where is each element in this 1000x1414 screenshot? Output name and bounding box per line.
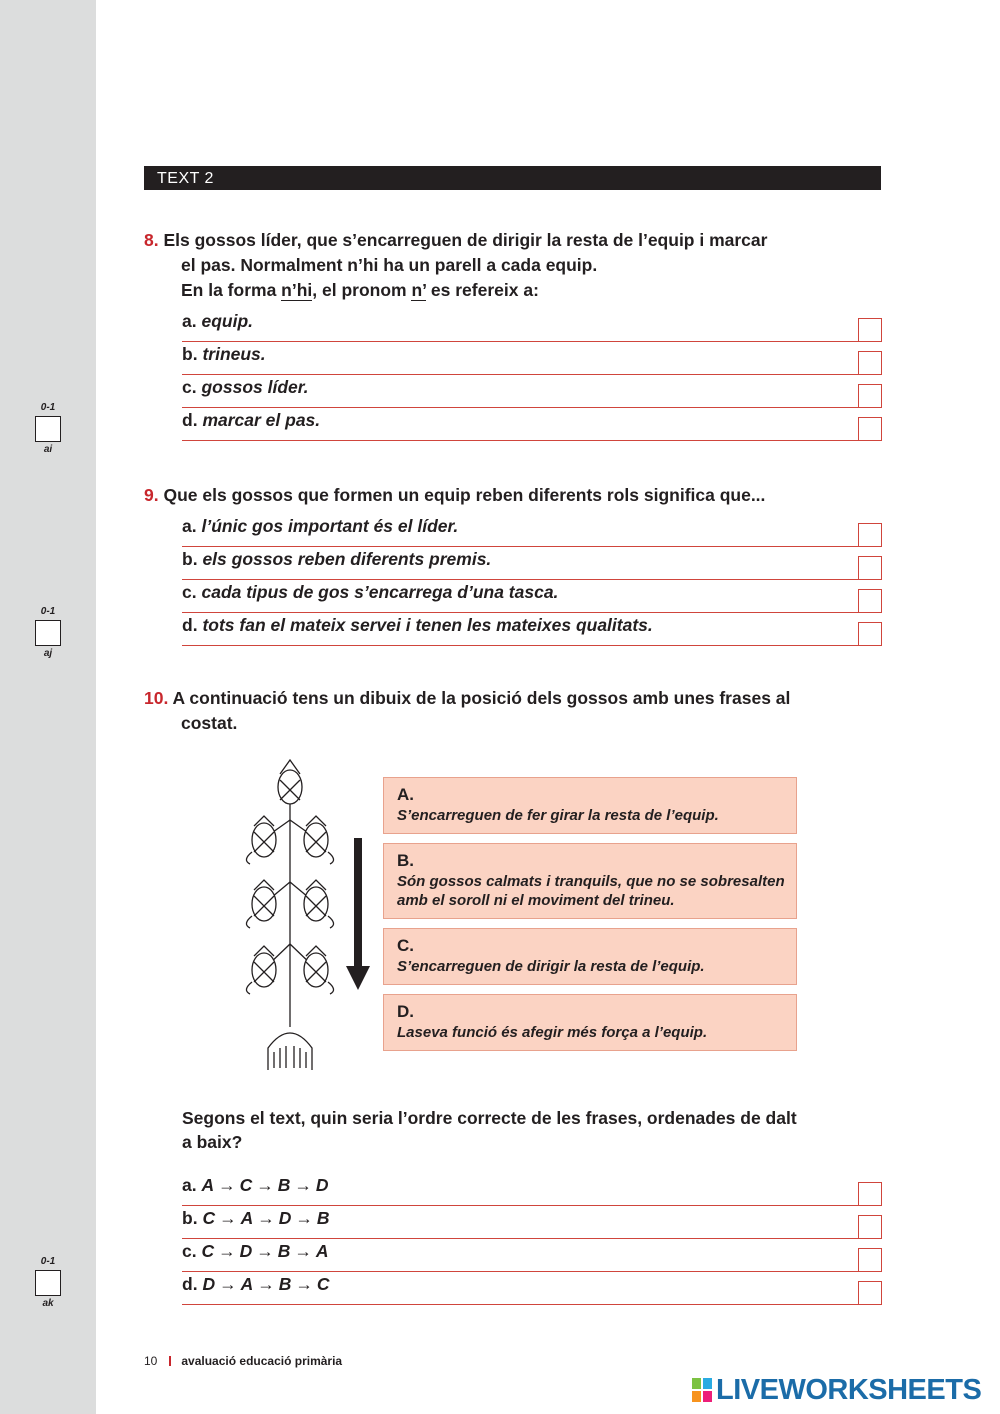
arrow-right-icon: → — [295, 1208, 313, 1228]
option-letter: a. — [182, 516, 197, 536]
option-letter: d. — [182, 1274, 198, 1294]
score-range: 0-1 — [40, 402, 56, 413]
option-10d — [182, 1272, 882, 1305]
sequence-letter: A — [201, 1175, 215, 1195]
footer-title: avaluació educació primària — [181, 1354, 343, 1368]
brand-name: LIVEWORKSHEETS — [716, 1374, 982, 1406]
page-margin — [0, 0, 96, 1414]
card-label: B. — [397, 851, 414, 870]
liveworksheets-logo-icon — [692, 1378, 712, 1402]
sequence-letter: C — [202, 1208, 216, 1228]
option-letter: c. — [182, 1241, 197, 1261]
sequence-letter: A — [315, 1241, 329, 1261]
question-number: 8. — [144, 230, 159, 250]
score-code: aj — [43, 648, 53, 659]
arrow-right-icon: → — [257, 1274, 275, 1294]
underlined-word: n’ — [411, 280, 427, 300]
option-8a — [182, 309, 882, 342]
sequence-letter: C — [239, 1175, 253, 1195]
answer-line — [182, 645, 858, 646]
arrow-right-icon: → — [219, 1208, 237, 1228]
option-text: gossos líder. — [201, 377, 309, 397]
score-ai — [34, 402, 62, 456]
answer-checkbox[interactable] — [858, 622, 882, 646]
card-text: S’encarreguen de dirigir la resta de l’equip. — [397, 958, 705, 975]
sequence-letter: D — [278, 1208, 292, 1228]
option-letter: b. — [182, 1208, 198, 1228]
option-9b — [182, 547, 882, 580]
option-8b — [182, 342, 882, 375]
option-letter: d. — [182, 410, 198, 430]
sequence-letter: B — [277, 1241, 291, 1261]
question-text: Els gossos líder, que s’encarreguen de dirigir la resta de l’equip i marcar — [163, 230, 768, 250]
option-10c — [182, 1239, 882, 1272]
arrow-right-icon: → — [257, 1208, 275, 1228]
question-text: costat. — [181, 713, 238, 733]
option-9d — [182, 613, 882, 646]
underlined-word: n’hi — [281, 280, 313, 300]
option-letter: c. — [182, 582, 197, 602]
answer-checkbox[interactable] — [858, 417, 882, 441]
answer-checkbox[interactable] — [858, 351, 882, 375]
sequence-letter: C — [201, 1241, 215, 1261]
arrow-right-icon: → — [218, 1175, 236, 1195]
option-letter: d. — [182, 615, 198, 635]
sequence-letter: A — [240, 1208, 254, 1228]
question-text — [144, 278, 864, 303]
answer-checkbox[interactable] — [858, 556, 882, 580]
option-letter: c. — [182, 377, 197, 397]
footer-separator — [169, 1356, 171, 1366]
text-fragment: , el pronom — [312, 280, 412, 300]
question-text: A continuació tens un dibuix de la posició dels gossos amb unes frases al — [172, 688, 791, 708]
card-label: D. — [397, 1002, 414, 1021]
option-text: tots fan el mateix servei i tenen les mateixes qualitats. — [202, 615, 653, 635]
option-text: equip. — [201, 311, 254, 331]
option-sequence — [202, 1208, 329, 1228]
option-sequence — [202, 1274, 329, 1294]
answer-checkbox[interactable] — [858, 1281, 882, 1305]
arrow-right-icon: → — [256, 1175, 274, 1195]
card-text: S’encarreguen de fer girar la resta de l’equip. — [397, 807, 719, 824]
section-header — [144, 166, 881, 190]
question-text: el pas. Normalment n’hi ha un parell a cada equip. — [181, 255, 598, 275]
arrow-right-icon: → — [294, 1241, 312, 1261]
question-number: 9. — [144, 485, 159, 505]
option-9c — [182, 580, 882, 613]
page-number: 10 — [144, 1354, 158, 1368]
answer-checkbox[interactable] — [858, 523, 882, 547]
option-letter: a. — [182, 1175, 197, 1195]
sequence-letter: C — [316, 1274, 330, 1294]
option-10a — [182, 1173, 882, 1206]
option-letter: b. — [182, 344, 198, 364]
sequence-letter: B — [278, 1274, 292, 1294]
card-text: amb el soroll ni el moviment del trineu. — [397, 892, 675, 909]
card-text: Són gossos calmats i tranquils, que no se sobresalten — [397, 873, 785, 890]
sequence-letter: B — [277, 1175, 291, 1195]
score-code: ai — [43, 444, 53, 455]
question-number: 10. — [144, 688, 169, 708]
order-question — [182, 1106, 882, 1154]
answer-checkbox[interactable] — [858, 1182, 882, 1206]
answer-checkbox[interactable] — [858, 318, 882, 342]
answer-checkbox[interactable] — [858, 1215, 882, 1239]
question-text: Segons el text, quin seria l’ordre correcte de les frases, ordenades de dalt — [182, 1108, 797, 1128]
question-9 — [144, 483, 864, 508]
arrow-right-icon: → — [295, 1274, 313, 1294]
answer-checkbox[interactable] — [858, 1248, 882, 1272]
text-fragment: es refereix a: — [426, 280, 539, 300]
arrow-right-icon: → — [218, 1241, 236, 1261]
option-9a — [182, 514, 882, 547]
statement-card-d — [383, 994, 797, 1051]
option-sequence — [201, 1175, 328, 1195]
sequence-letter: D — [239, 1241, 253, 1261]
text-fragment: En la forma — [181, 280, 282, 300]
option-text: cada tipus de gos s’encarrega d’una tasca. — [201, 582, 559, 602]
answer-line — [182, 1304, 858, 1305]
sequence-letter: D — [315, 1175, 329, 1195]
score-ak — [34, 1256, 62, 1310]
sequence-letter: B — [316, 1208, 330, 1228]
score-code: ak — [42, 1298, 54, 1309]
sequence-letter: D — [202, 1274, 216, 1294]
question-10 — [144, 686, 864, 736]
section-title: TEXT 2 — [157, 170, 214, 187]
option-text: l’únic gos important és el líder. — [201, 516, 459, 536]
option-letter: a. — [182, 311, 197, 331]
answer-line — [182, 440, 858, 441]
arrow-right-icon: → — [219, 1274, 237, 1294]
option-10b — [182, 1206, 882, 1239]
dog-icon — [278, 760, 302, 804]
option-letter: b. — [182, 549, 198, 569]
option-text: els gossos reben diferents premis. — [202, 549, 492, 569]
answer-checkbox[interactable] — [858, 589, 882, 613]
statement-card-c — [383, 928, 797, 985]
card-label: A. — [397, 785, 414, 804]
sled-dogs-illustration — [240, 752, 340, 1072]
score-box[interactable] — [35, 1270, 61, 1296]
page-footer — [144, 1354, 342, 1368]
score-box[interactable] — [35, 620, 61, 646]
arrow-right-icon: → — [294, 1175, 312, 1195]
statement-card-b — [383, 843, 797, 919]
score-range: 0-1 — [40, 606, 56, 617]
card-label: C. — [397, 936, 414, 955]
question-text: Que els gossos que formen un equip reben diferents rols significa que... — [163, 485, 766, 505]
card-text: Laseva funció és afegir més força a l’equip. — [397, 1024, 708, 1041]
sequence-letter: A — [240, 1274, 254, 1294]
option-text: marcar el pas. — [202, 410, 321, 430]
question-8 — [144, 228, 864, 303]
arrow-right-icon: → — [256, 1241, 274, 1261]
statement-card-a — [383, 777, 797, 834]
question-text: a baix? — [182, 1132, 243, 1152]
answer-checkbox[interactable] — [858, 384, 882, 408]
score-box[interactable] — [35, 416, 61, 442]
option-8d — [182, 408, 882, 441]
arrow-down-icon — [346, 838, 370, 992]
score-aj — [34, 606, 62, 660]
option-8c — [182, 375, 882, 408]
option-sequence — [201, 1241, 328, 1261]
option-text: trineus. — [202, 344, 266, 364]
score-range: 0-1 — [40, 1256, 56, 1267]
